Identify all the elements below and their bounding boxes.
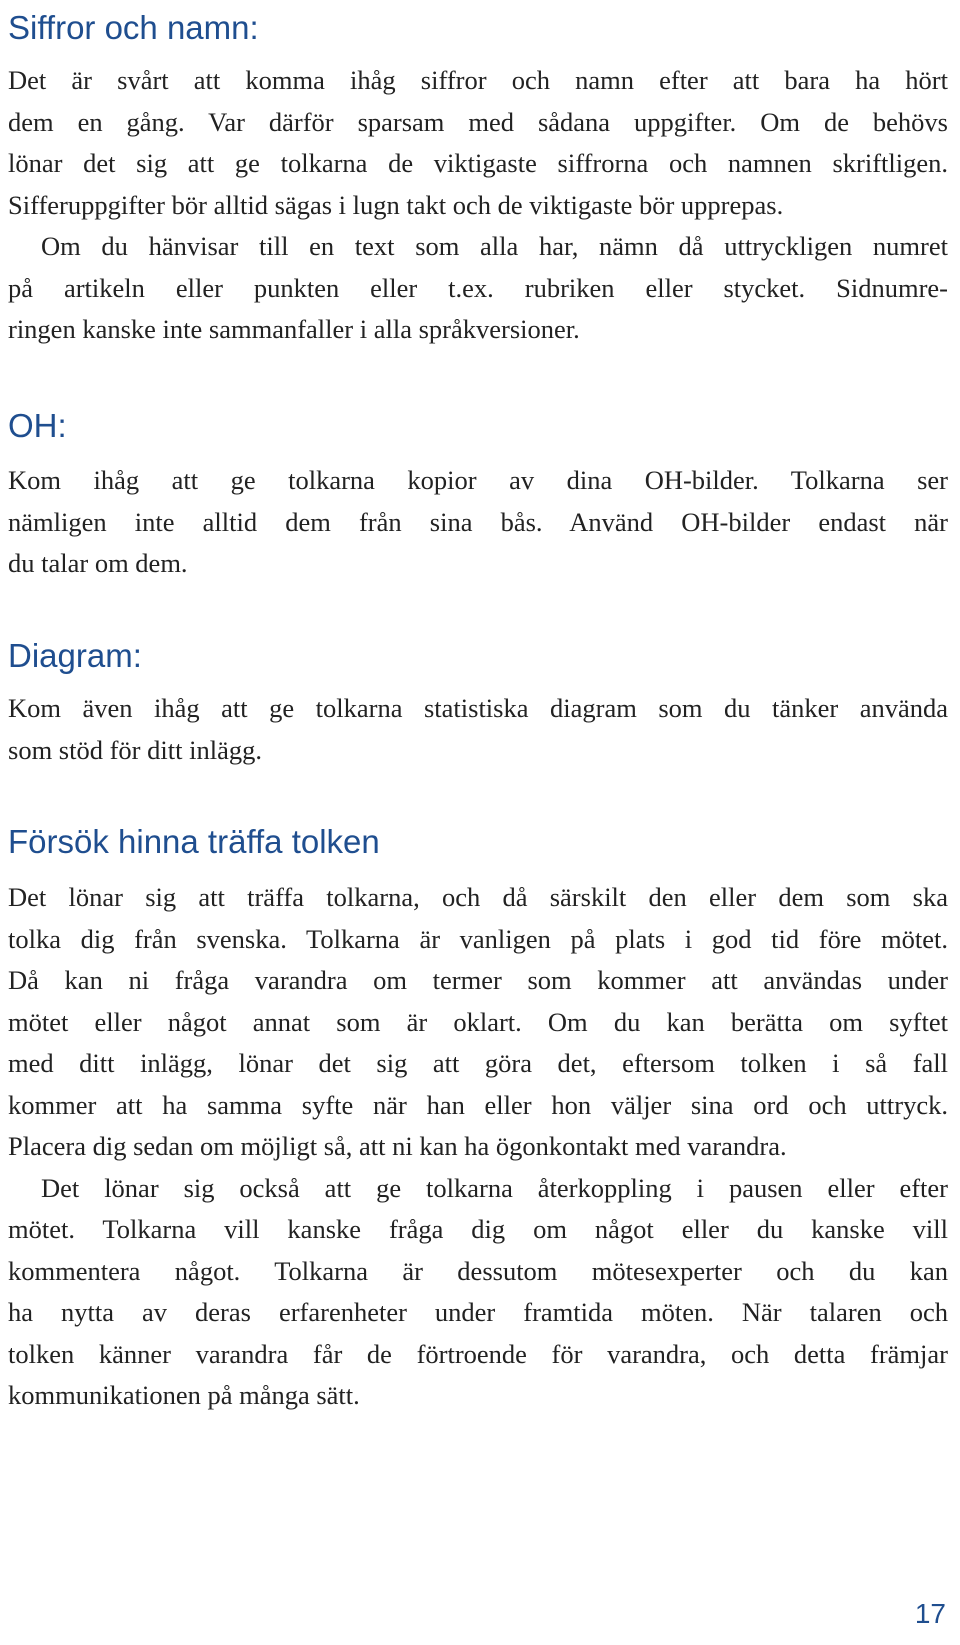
paragraph: [8, 877, 948, 1168]
paragraph: [8, 1168, 948, 1417]
text-line: med ditt inlägg, lönar det sig att göra det, eftersom tolken i så fall: [8, 1048, 948, 1078]
text-line: kommunikationen på många sätt.: [8, 1380, 360, 1410]
text-line: Det lönar sig också att ge tolkarna återkoppling i pausen eller efter: [41, 1172, 948, 1203]
text-line: Placera dig sedan om möjligt så, att ni kan ha ögonkontakt med varandra.: [8, 1131, 787, 1161]
text-line: ringen kanske inte sammanfaller i alla språkversioner.: [8, 314, 580, 344]
heading-oh: OH:: [8, 407, 67, 444]
text-line: tolka dig från svenska. Tolkarna är vanligen på plats i god tid före mötet.: [8, 923, 948, 954]
text-line: du talar om dem.: [8, 548, 188, 578]
text-line: dem en gång. Var därför sparsam med sådana uppgifter. Om de behövs: [8, 106, 948, 137]
paragraph: [8, 226, 948, 351]
text-line: som stöd för ditt inlägg.: [8, 734, 262, 765]
text-line: Det lönar sig att träffa tolkarna, och då särskilt den eller dem som ska: [8, 882, 948, 912]
text-line: Då kan ni fråga varandra om termer som kommer att användas under: [8, 965, 948, 995]
paragraph: [8, 688, 948, 771]
text-line: lönar det sig att ge tolkarna de viktigaste siffrorna och namnen skriftligen.: [8, 148, 948, 178]
text-line: Sifferuppgifter bör alltid sägas i lugn takt och de viktigaste bör upprepas.: [8, 189, 784, 220]
text-line: kommentera något. Tolkarna är dessutom mötesexperter och du kan: [8, 1255, 948, 1286]
paragraph: [8, 460, 948, 585]
section-siffror-body: [8, 60, 948, 351]
text-line: på artikeln eller punkten eller t.ex. rubriken eller stycket. Sidnumre-: [8, 272, 948, 303]
section-oh-body: [8, 460, 948, 585]
section-forsok-body: [8, 877, 948, 1417]
heading-siffror-och-namn: Siffror och namn:: [8, 9, 259, 46]
heading-diagram: Diagram:: [8, 637, 142, 674]
text-line: nämligen inte alltid dem från sina bås. Använd OH-bilder endast när: [8, 506, 948, 537]
text-line: Det är svårt att komma ihåg siffror och namn efter att bara ha hört: [8, 65, 948, 95]
text-line: ha nytta av deras erfarenheter under framtida möten. När talaren och: [8, 1297, 948, 1327]
text-line: mötet eller något annat som är oklart. Om du kan berätta om syftet: [8, 1006, 948, 1037]
text-line: kommer att ha samma syfte när han eller hon väljer sina ord och uttryck.: [8, 1089, 948, 1120]
text-line: tolken känner varandra får de förtroende för varandra, och detta främjar: [8, 1338, 948, 1369]
page-number: 17: [914, 1598, 946, 1629]
text-line: Kom även ihåg att ge tolkarna statistiska diagram som du tänker använda: [8, 693, 948, 723]
heading-forsok-hinna-traffa-tolken: Försök hinna träffa tolken: [8, 823, 380, 860]
text-line: Kom ihåg att ge tolkarna kopior av dina OH-bilder. Tolkarna ser: [8, 465, 948, 495]
text-line: Om du hänvisar till en text som alla har, nämn då uttryckligen numret: [41, 231, 948, 261]
section-diagram-body: [8, 688, 948, 771]
paragraph: [8, 60, 948, 226]
text-line: mötet. Tolkarna vill kanske fråga dig om något eller du kanske vill: [8, 1214, 948, 1244]
